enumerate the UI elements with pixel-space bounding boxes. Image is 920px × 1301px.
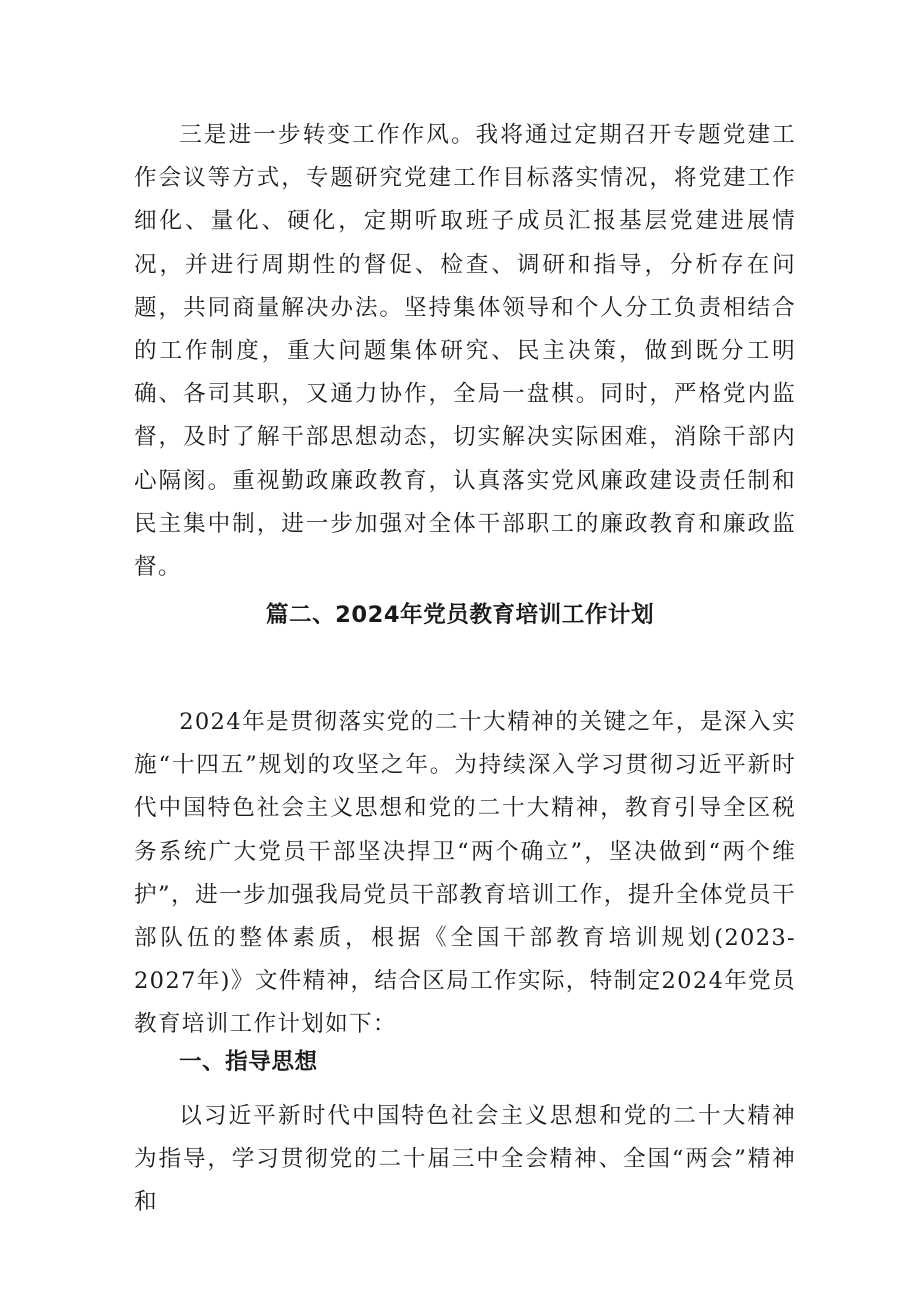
section-title: 篇二、2024年党员教育培训工作计划 xyxy=(265,602,655,628)
subheading-guiding-ideology: 一、指导思想 xyxy=(179,1049,318,1075)
paragraph-plan-intro: 2024年是贯彻落实党的二十大精神的关键之年，是深入实施“十四五”规划的攻坚之年。为持续深入学习贯彻习近平新时代中国特色社会主义思想和党的二十大精神，教育引导全区税务系统广大党员干部坚决捍卫“两个确立”，坚决做到“两个维护”，进一步加强我局党员干部教育培训工作，提升全体党员干部队伍的整体素质，根据《全国干部教育培训规划(2023-2027年)》文件精神，结合区局工作实际，特制定2024年党员教育培训工作计划如下： xyxy=(134,709,796,1038)
paragraph-work-style: 三是进一步转变工作作风。我将通过定期召开专题党建工作会议等方式，专题研究党建工作目标落实情况，将党建工作细化、量化、硬化，定期听取班子成员汇报基层党建进展情况，并进行周期性的督促、检查、调研和指导，分析存在问题，共同商量解决办法。坚持集体领导和个人分工负责相结合的工作制度，重大问题集体研究、民主决策，做到既分工明确、各司其职，又通力协作，全局一盘棋。同时，严格党内监督，及时了解干部思想动态，切实解决实际困难，消除干部内心隔阂。重视勤政廉政教育，认真落实党风廉政建设责任制和民主集中制，进一步加强对全体干部职工的廉政教育和廉政监督。 xyxy=(134,122,796,581)
paragraph-guiding-ideology: 以习近平新时代中国特色社会主义思想和党的二十大精神为指导，学习贯彻党的二十届三中全会精神、全国“两会”精神和 xyxy=(134,1103,796,1216)
